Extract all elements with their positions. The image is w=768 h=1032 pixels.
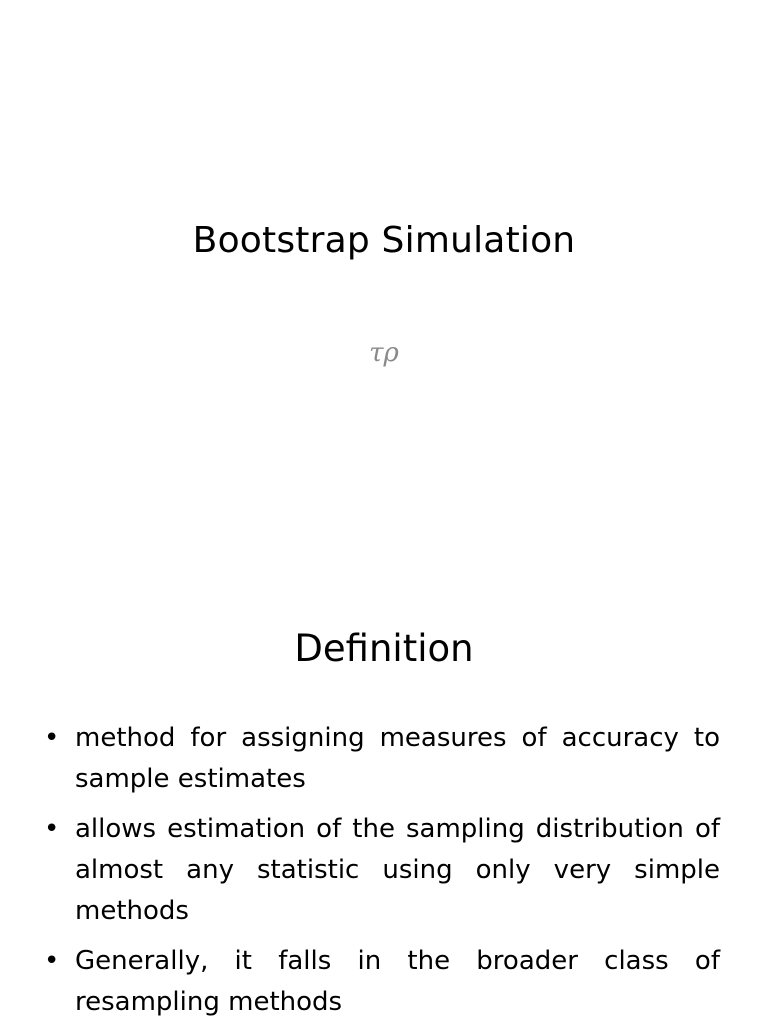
- bullet-text: Generally, it falls in the broader class of resampling methods: [75, 946, 720, 1017]
- bullet-text: allows estimation of the sampling distribution of almost any statistic using only very simple methods: [75, 814, 720, 926]
- bullet-dot-icon: •: [44, 723, 60, 753]
- slide-definition: [0, 576, 768, 1024]
- bullet-dot-icon: •: [44, 946, 60, 976]
- bullet-dot-icon: •: [44, 814, 60, 844]
- bullet-item-1: [44, 718, 720, 800]
- slide-subtitle: τρ: [369, 338, 399, 368]
- definition-heading: Definition: [294, 627, 474, 670]
- slide-title-heading: Bootstrap Simulation: [192, 220, 576, 261]
- bullet-item-3: [44, 941, 720, 1023]
- bullet-item-2: [44, 809, 720, 932]
- definition-bullet-list: [44, 718, 720, 1032]
- bullet-text: method for assigning measures of accuracy to sample estimates: [75, 723, 720, 794]
